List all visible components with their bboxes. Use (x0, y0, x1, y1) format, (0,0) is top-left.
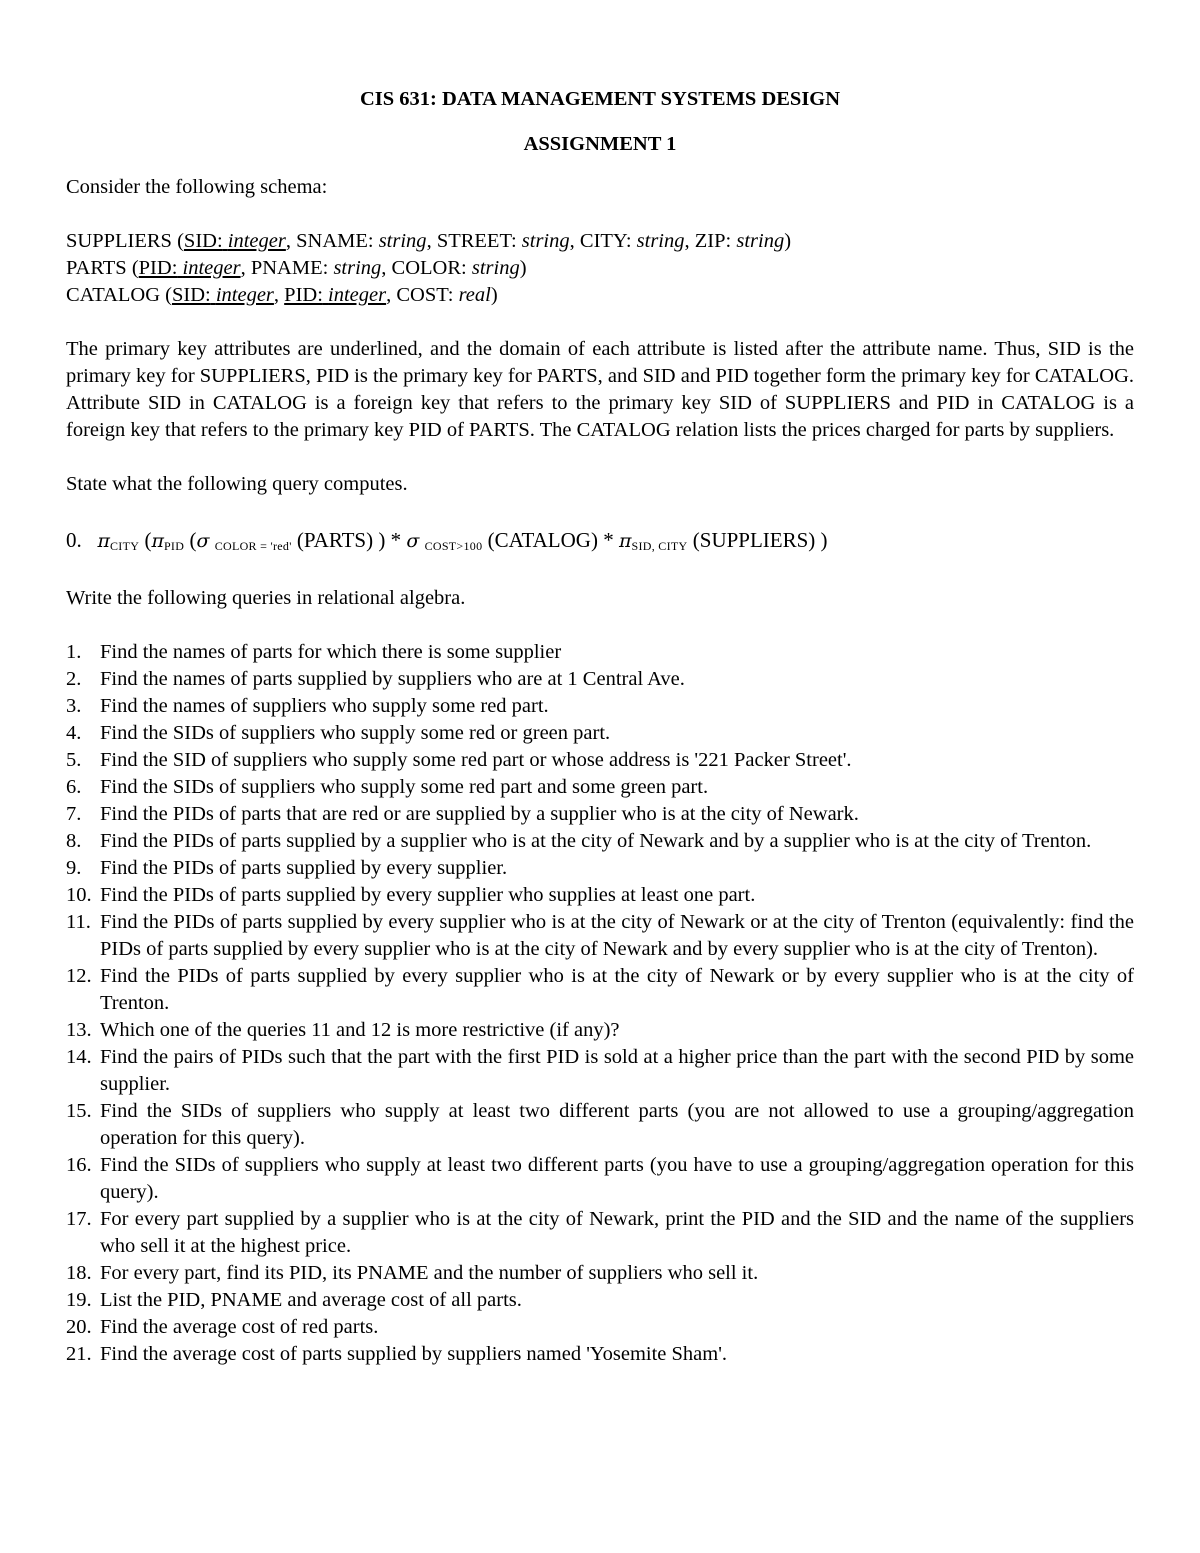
attribute-type: integer (328, 284, 387, 306)
question-text: Find the pairs of PIDs such that the part with the first PID is sold at a higher price than the part with the second PID by some supplier. (100, 1046, 1134, 1095)
attribute-name: PNAME: (250, 257, 329, 279)
question-text: Find the SIDs of suppliers who supply some red part and some green part. (100, 776, 709, 798)
parts-relation: (PARTS) ) * (296, 528, 402, 552)
question-number: 8. (66, 830, 82, 852)
attribute-type: integer (215, 284, 274, 306)
attribute-type: string (636, 230, 685, 252)
key-attribute (184, 230, 286, 252)
question-number: 16. (66, 1154, 92, 1176)
question-text: Find the names of suppliers who supply some red part. (100, 695, 549, 717)
question-text: Find the PIDs of parts supplied by every supplier who supplies at least one part. (100, 884, 756, 906)
question-text: Find the names of parts for which there is some supplier (100, 641, 562, 663)
question-item (66, 909, 1134, 963)
attribute-name: SID: (183, 230, 223, 252)
question-number: 10. (66, 884, 92, 906)
question-text: Find the PIDs of parts supplied by every supplier. (100, 857, 508, 879)
question-item (66, 774, 1134, 801)
intro-text: Consider the following schema: (66, 176, 328, 198)
attribute (437, 230, 570, 252)
question-text: Find the SIDs of suppliers who supply at least two different parts (you have to use a grouping/aggregation operation for this query). (100, 1154, 1134, 1203)
question-number: 1. (66, 641, 82, 663)
question-text: For every part, find its PID, its PNAME and the number of suppliers who sell it. (100, 1262, 759, 1284)
attribute-type: string (471, 257, 520, 279)
question-item (66, 747, 1134, 774)
question-item (66, 1314, 1134, 1341)
pi-symbol: π (151, 530, 164, 552)
attribute (251, 257, 381, 279)
schema-line-parts: PARTS (PID: integer, PNAME: string, COLOR: string) (66, 257, 527, 279)
sigma-symbol: σ (196, 530, 210, 552)
question-item (66, 693, 1134, 720)
question-number: 13. (66, 1019, 92, 1041)
attribute-name: CITY: (579, 230, 632, 252)
question-text: Which one of the queries 11 and 12 is more restrictive (if any)? (100, 1019, 620, 1041)
question-text: Find the SID of suppliers who supply some red part or whose address is '221 Packer Street'. (100, 749, 852, 771)
document-subtitle: ASSIGNMENT 1 (523, 133, 677, 155)
document-title: CIS 631: DATA MANAGEMENT SYSTEMS DESIGN (359, 88, 841, 110)
attribute-type: string (333, 257, 382, 279)
question-number: 11. (66, 911, 91, 933)
schema-line-catalog: CATALOG (SID: integer, PID: integer, COST: real) (66, 284, 498, 306)
attribute-type: integer (227, 230, 286, 252)
question-number: 12. (66, 965, 92, 987)
question-text: Find the average cost of parts supplied by suppliers named 'Yosemite Sham'. (100, 1343, 728, 1365)
write-prompt: Write the following queries in relational algebra. (66, 587, 466, 609)
question-number: 20. (66, 1316, 92, 1338)
question-number: 17. (66, 1208, 92, 1230)
question-item (66, 855, 1134, 882)
pi-symbol: π (618, 530, 632, 552)
projection-sid-city: SID, CITY (631, 539, 688, 553)
attribute-name: PID: (138, 257, 178, 279)
question-number: 5. (66, 749, 82, 771)
question-item (66, 1152, 1134, 1206)
question-text: List the PID, PNAME and average cost of all parts. (100, 1289, 522, 1311)
question-item (66, 1017, 1134, 1044)
question-item (66, 1206, 1134, 1260)
attribute-type: string (378, 230, 427, 252)
key-attribute (284, 284, 386, 306)
question-text: Find the average cost of red parts. (100, 1316, 379, 1338)
question-number: 6. (66, 776, 82, 798)
question-item (66, 1341, 1134, 1368)
attribute (296, 230, 426, 252)
attribute-name: SNAME: (296, 230, 374, 252)
question-number: 21. (66, 1343, 92, 1365)
relation-name: SUPPLIERS (66, 230, 172, 252)
relation-name: PARTS (66, 257, 127, 279)
question-item (66, 882, 1134, 909)
question-text: Find the PIDs of parts that are red or are supplied by a supplier who is at the city of Newark. (100, 803, 859, 825)
attribute-type: string (521, 230, 570, 252)
attribute-name: ZIP: (694, 230, 732, 252)
attribute (396, 284, 490, 306)
question-text: Find the names of parts supplied by suppliers who are at 1 Central Ave. (100, 668, 685, 690)
question-text: For every part supplied by a supplier who is at the city of Newark, print the PID and the SID and the name of the suppliers who sell it at the highest price. (100, 1208, 1134, 1257)
schema-line-suppliers: SUPPLIERS (SID: integer, SNAME: string, STREET: string, CITY: string, ZIP: string) (66, 230, 792, 252)
question-number: 15. (66, 1100, 92, 1122)
document-page (66, 84, 1134, 1368)
question-text: Find the PIDs of parts supplied by a supplier who is at the city of Newark and by a supplier who is at the city of Trenton. (100, 830, 1092, 852)
question-item (66, 1260, 1134, 1287)
attribute-type: string (736, 230, 785, 252)
projection-city: CITY (110, 539, 140, 553)
question-number: 18. (66, 1262, 92, 1284)
question-text: Find the PIDs of parts supplied by every supplier who is at the city of Newark or by every supplier who is at the city of Trenton. (100, 965, 1134, 1014)
projection-pid: PID (163, 539, 185, 553)
attribute-name: STREET: (436, 230, 517, 252)
question-text: Find the SIDs of suppliers who supply some red or green part. (100, 722, 611, 744)
question-text: Find the SIDs of suppliers who supply at least two different parts (you are not allowed to use a grouping/aggregation operation for this query). (100, 1100, 1134, 1149)
sigma-symbol: σ (406, 530, 420, 552)
question-item (66, 828, 1134, 855)
query-zero: 0. $\pi_{CITY}$ ($\pi_{PID}$ (σ $_{COLOR = 'red'}$ (PARTS) ) * σ $_{COST>100}$ (CATALOG) * $\pi_{SID, CITY}$ (SUPPLIERS) ) (66, 528, 828, 553)
attribute-name: SID: (171, 284, 211, 306)
query-number: 0. (66, 528, 82, 552)
suppliers-relation: (SUPPLIERS) ) (692, 528, 828, 552)
question-text: Find the PIDs of parts supplied by every supplier who is at the city of Newark or at the city of Trenton (equivalently: find the PIDs of parts supplied by every supplier who is at the city of Newark and by every supplier who is at the city of Trenton). (100, 911, 1134, 960)
schema-block (66, 228, 1134, 309)
question-number: 3. (66, 695, 82, 717)
attribute-type: real (458, 284, 491, 306)
state-prompt: State what the following query computes. (66, 473, 408, 495)
question-item (66, 1098, 1134, 1152)
attribute (695, 230, 784, 252)
attribute (392, 257, 520, 279)
question-list (66, 639, 1134, 1368)
question-number: 19. (66, 1289, 92, 1311)
question-number: 14. (66, 1046, 92, 1068)
question-item (66, 639, 1134, 666)
attribute (580, 230, 685, 252)
question-item (66, 801, 1134, 828)
question-item (66, 963, 1134, 1017)
selection-color: COLOR = 'red' (214, 539, 292, 553)
question-item (66, 1287, 1134, 1314)
catalog-relation: (CATALOG) * (487, 528, 614, 552)
key-attribute (172, 284, 274, 306)
relation-name: CATALOG (66, 284, 161, 306)
question-number: 2. (66, 668, 82, 690)
question-number: 4. (66, 722, 82, 744)
question-number: 7. (66, 803, 82, 825)
attribute-name: COST: (396, 284, 454, 306)
description-paragraph: The primary key attributes are underlined, and the domain of each attribute is listed after the attribute name. Thus, SID is the primary key for SUPPLIERS, PID is the primary key for PARTS, and SID and PID together form the primary key for CATALOG. Attribute SID in CATALOG is a foreign key that refers to the primary key SID of SUPPLIERS and PID in CATALOG is a foreign key that refers to the primary key PID of PARTS. The CATALOG relation lists the prices charged for parts by suppliers. (66, 338, 1134, 441)
attribute-name: COLOR: (391, 257, 467, 279)
pi-symbol: π (97, 530, 110, 552)
attribute-name: PID: (284, 284, 323, 306)
key-attribute (139, 257, 241, 279)
question-item (66, 720, 1134, 747)
attribute-type: integer (182, 257, 241, 279)
selection-cost: COST>100 (424, 539, 483, 553)
question-item (66, 1044, 1134, 1098)
question-item (66, 666, 1134, 693)
question-number: 9. (66, 857, 82, 879)
